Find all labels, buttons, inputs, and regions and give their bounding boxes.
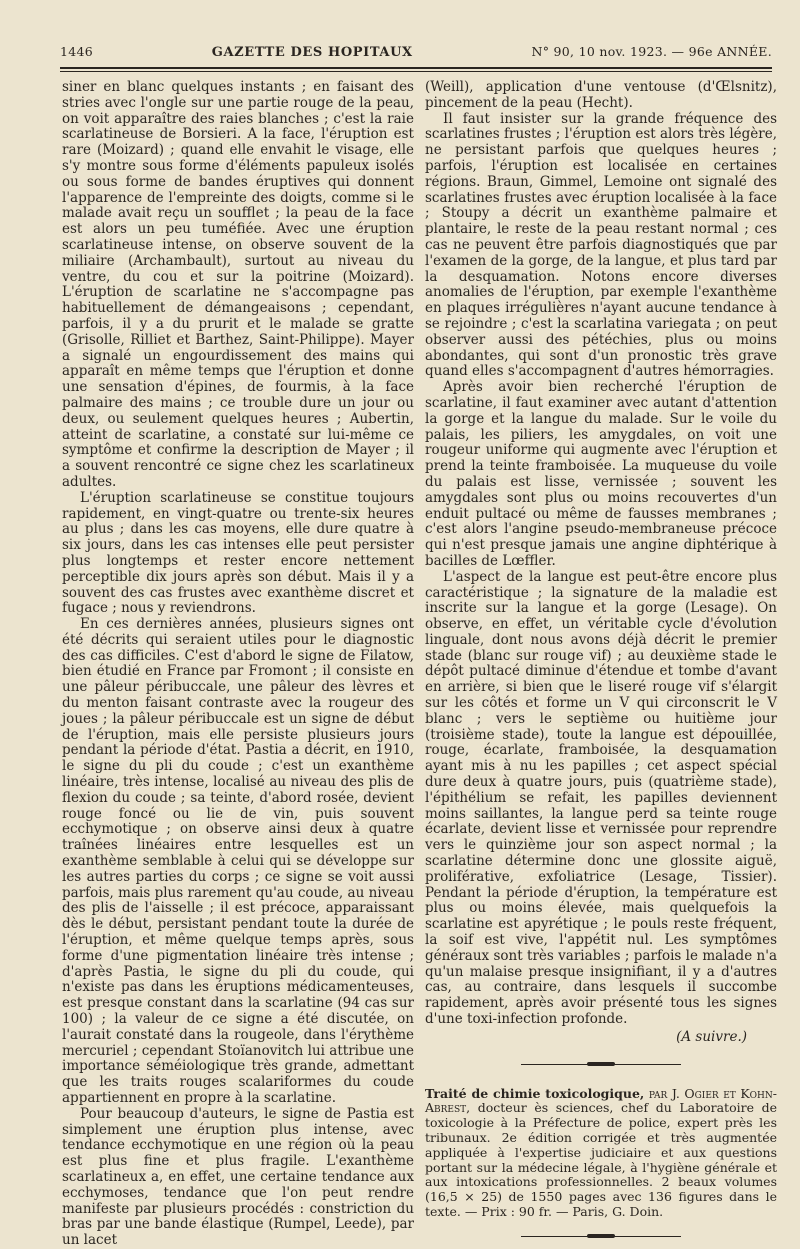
journal-title: GAZETTE DES HOPITAUX (211, 45, 413, 60)
section-divider-bottom (521, 1236, 681, 1237)
right-paragraph-4: L'aspect de la langue est peut-être encore plus caractéristique ; la signature de la maladie est inscrite sur la langue et la gorge (Lesage). On observe, en effet, un véritable cycle d'évolution linguale, dont nous avons déjà décrit le premier stade (blanc sur rouge vif) ; au deuxième stade le dépôt pultacé diminue d'étendue et tombe d'avant en arrière, si bien que le liseré rouge vif s'élargit sur les côtés et forme un V qui circonscrit le V blanc ; vers le septième ou huitième jour (troisième stade), toute la langue est dépouillée, rouge, écarlate, framboisée, la desquamation ayant mis à nu les papilles ; cet aspect spécial dure deux à quatre jours, puis (quatrième stade), l'épithélium se refait, les papilles deviennent moins saillantes, la langue perd sa teinte rouge écarlate, devient lisse et vernissée pour reprendre vers le quinzième jour son aspect normal ; la scarlatine détermine donc une glossite aiguë, proliférative, exfoliatrice (Lesage, Tissier). Pendant la période d'éruption, la température est plus ou moins élevée, mais quelquefois la scarlatine est apyrétique ; le pouls reste fréquent, la soif est vive, l'appétit nul. Les symptômes généraux sont très variables ; parfois le malade n'a qu'un malaise presque insignifiant, il y a d'autres cas, au contraire, dans lesquels il succombe rapidement, après avoir présenté tous les signes d'une toxi-infection profonde. (425, 568, 777, 1028)
left-paragraph-3: En ces dernières années, plusieurs signes ont été décrits qui seraient utiles pour le diagnostic des cas difficiles. C'est d'abord le signe de Filatow, bien étudié en France par Fromont ; il consiste en une pâleur péribuccale, une pâleur des lèvres et du menton faisant contraste avec la rougeur des joues ; la pâleur péribuccale est un signe de début de l'éruption, mais elle persiste plusieurs jours pendant la période d'état. Pastia a décrit, en 1910, le signe du pli du coude ; c'est un exanthème linéaire, très intense, localisé au niveau des plis de flexion du coude ; sa teinte, d'abord rosée, devient rouge foncé ou lie de vin, puis souvent ecchymotique ; on observe ainsi deux à quatre traînées linéaires entre lesquelles est un exanthème semblable à celui qui se développe sur les autres parties du corps ; ce signe se voit aussi parfois, mais plus rarement qu'au coude, au niveau des plis de l'aisselle ; il est précoce, apparaissant dès le début, persistant pendant toute la durée de l'éruption, et même quelque temps après, sous forme d'une pigmentation linéaire très intense ; d'après Pastia, le signe du pli du coude, qui n'existe pas dans les éruptions médicamenteuses, est presque constant dans la scarlatine (94 cas sur 100) ; la valeur de ce signe a été discutée, on l'aurait constaté dans la rougeole, dans l'érythème mercuriel ; cependant Stoïanovitch lui attribue une importance séméiologique très grande, admettant que les traits rouges scalariformes du coude appartiennent en propre à la scarlatine. (62, 616, 414, 1106)
left-paragraph-4: Pour beaucoup d'auteurs, le signe de Pastia est simplement une éruption plus intense, avec tendance ecchymotique en une région où la peau est plus fine et plus fragile. L'exanthème scarlatineux a, en effet, une certaine tendance aux ecchymoses, tendance que l'on peut rendre manifeste par plusieurs procédés : constriction du bras par une bande élastique (Rumpel, Leede), par un lacet (62, 1105, 414, 1249)
section-divider (521, 1064, 681, 1065)
left-paragraph-1: siner en blanc quelques instants ; en faisant des stries avec l'ongle sur une partie rouge de la peau, on voit apparaître des raies blanches ; c'est la raie scarlatineuse de Borsieri. A la face, l'éruption est rare (Moizard) ; quand elle envahit le visage, elle s'y montre sous forme d'éléments papuleux isolés ou sous forme de bandes éruptives qui donnent l'apparence de l'empreinte des doigts, comme si le malade avait reçu un soufflet ; la peau de la face est alors un peu tuméfiée. Avec une éruption scarlatineuse intense, on observe souvent de la miliaire (Archambault), surtout au niveau du ventre, du cou et sur la poitrine (Moizard). L'éruption de scarlatine ne s'accompagne pas habituellement de démangeaisons ; cependant, parfois, il y a du prurit et le malade se gratte (Grisolle, Rilliet et Barthez, Saint-Philippe). Mayer a signalé un engourdissement des mains qui apparaît en même temps que l'éruption et donne une sensation d'épines, de fourmis, à la face palmaire des mains ; ce trouble dure un jour ou deux, ou seulement quelques heures ; Aubertin, atteint de scarlatine, a constaté sur lui-même ce symptôme et confirme la description de Mayer ; il a souvent rencontré ce signe chez les scarlatineux adultes. (62, 79, 414, 490)
right-paragraph-3: Après avoir bien recherché l'éruption de scarlatine, il faut examiner avec autant d'attention la gorge et la langue du malade. Sur le voile du palais, les piliers, les amygdales, on voit une rougeur uniforme qui augmente avec l'éruption et prend la teinte framboisée. La muqueuse du voile du palais est lisse, vernissée ; souvent les amygdales sont plus ou moins recouvertes d'un enduit pultacé ou même de fausses membranes ; c'est alors l'angine pseudo-membraneuse précoce qui n'est presque jamais une angine diphtérique à bacilles de Lœffler. (425, 379, 777, 569)
right-paragraph-2: Il faut insister sur la grande fréquence des scarlatines frustes ; l'éruption est alors très légère, ne persistant parfois que quelques heures ; parfois, l'éruption est localisée en certaines régions. Braun, Gimmel, Lemoine ont signalé des scarlatines frustes avec éruption localisée à la face ; Stoupy a décrit un exanthème palmaire et plantaire, le reste de la peau restant normal ; ces cas ne peuvent être parfois diagnostiqués que par l'examen de la gorge, de la langue, et plus tard par la desquamation. Notons encore diverses anomalies de l'éruption, par exemple l'exanthème en plaques irrégulières n'ayant aucune tendance à se rejoindre ; c'est la scarlatina variegata ; on peut observer aussi des pétéchies, plus ou moins abondantes, qui sont d'un pronostic très grave quand elles s'accompagnent d'autres hémorragies. (425, 110, 777, 380)
book-review (425, 1087, 777, 1220)
issue-info: N° 90, 10 nov. 1923. — 96e ANNÉE. (531, 44, 772, 59)
review-body: docteur ès sciences, chef du Laboratoire de toxicologie à la Préfecture de police, expert près les tribunaux. 2e édition corrigée et très augmentée appliquée à l'expertise judiciaire et aux questions portant sur la médecine légale, à l'hygiène générale et aux intoxications professionnelles. 2 beaux volumes (16,5 × 25) de 1550 pages avec 136 figures dans le texte. — Prix : 90 fr. — Paris, G. Doin. (425, 1100, 777, 1219)
left-column (62, 79, 414, 1249)
right-paragraph-1: (Weill), application d'une ventouse (d'Œlsnitz), pincement de la peau (Hecht). (425, 79, 777, 111)
page-header (60, 44, 772, 64)
header-rule-thin (60, 71, 772, 72)
review-book-title: Traité de chimie toxicologique, (425, 1085, 645, 1101)
right-column (425, 79, 777, 1219)
to-be-continued: (A suivre.) (676, 1028, 747, 1045)
header-rule-thick (60, 67, 772, 69)
page-number: 1446 (60, 44, 94, 59)
left-paragraph-2: L'éruption scarlatineuse se constitue toujours rapidement, en vingt-quatre ou trente-six heures au plus ; dans les cas moyens, elle dure quatre à six jours, dans les cas intenses elle peut persister plus longtemps et rester encore nettement perceptible dix jours après son début. Mais il y a souvent des cas frustes avec exanthème discret et fugace ; nous y reviendrons. (62, 489, 414, 617)
review-author: par J. Ogier et Kohn-Abrest, (425, 1085, 777, 1116)
